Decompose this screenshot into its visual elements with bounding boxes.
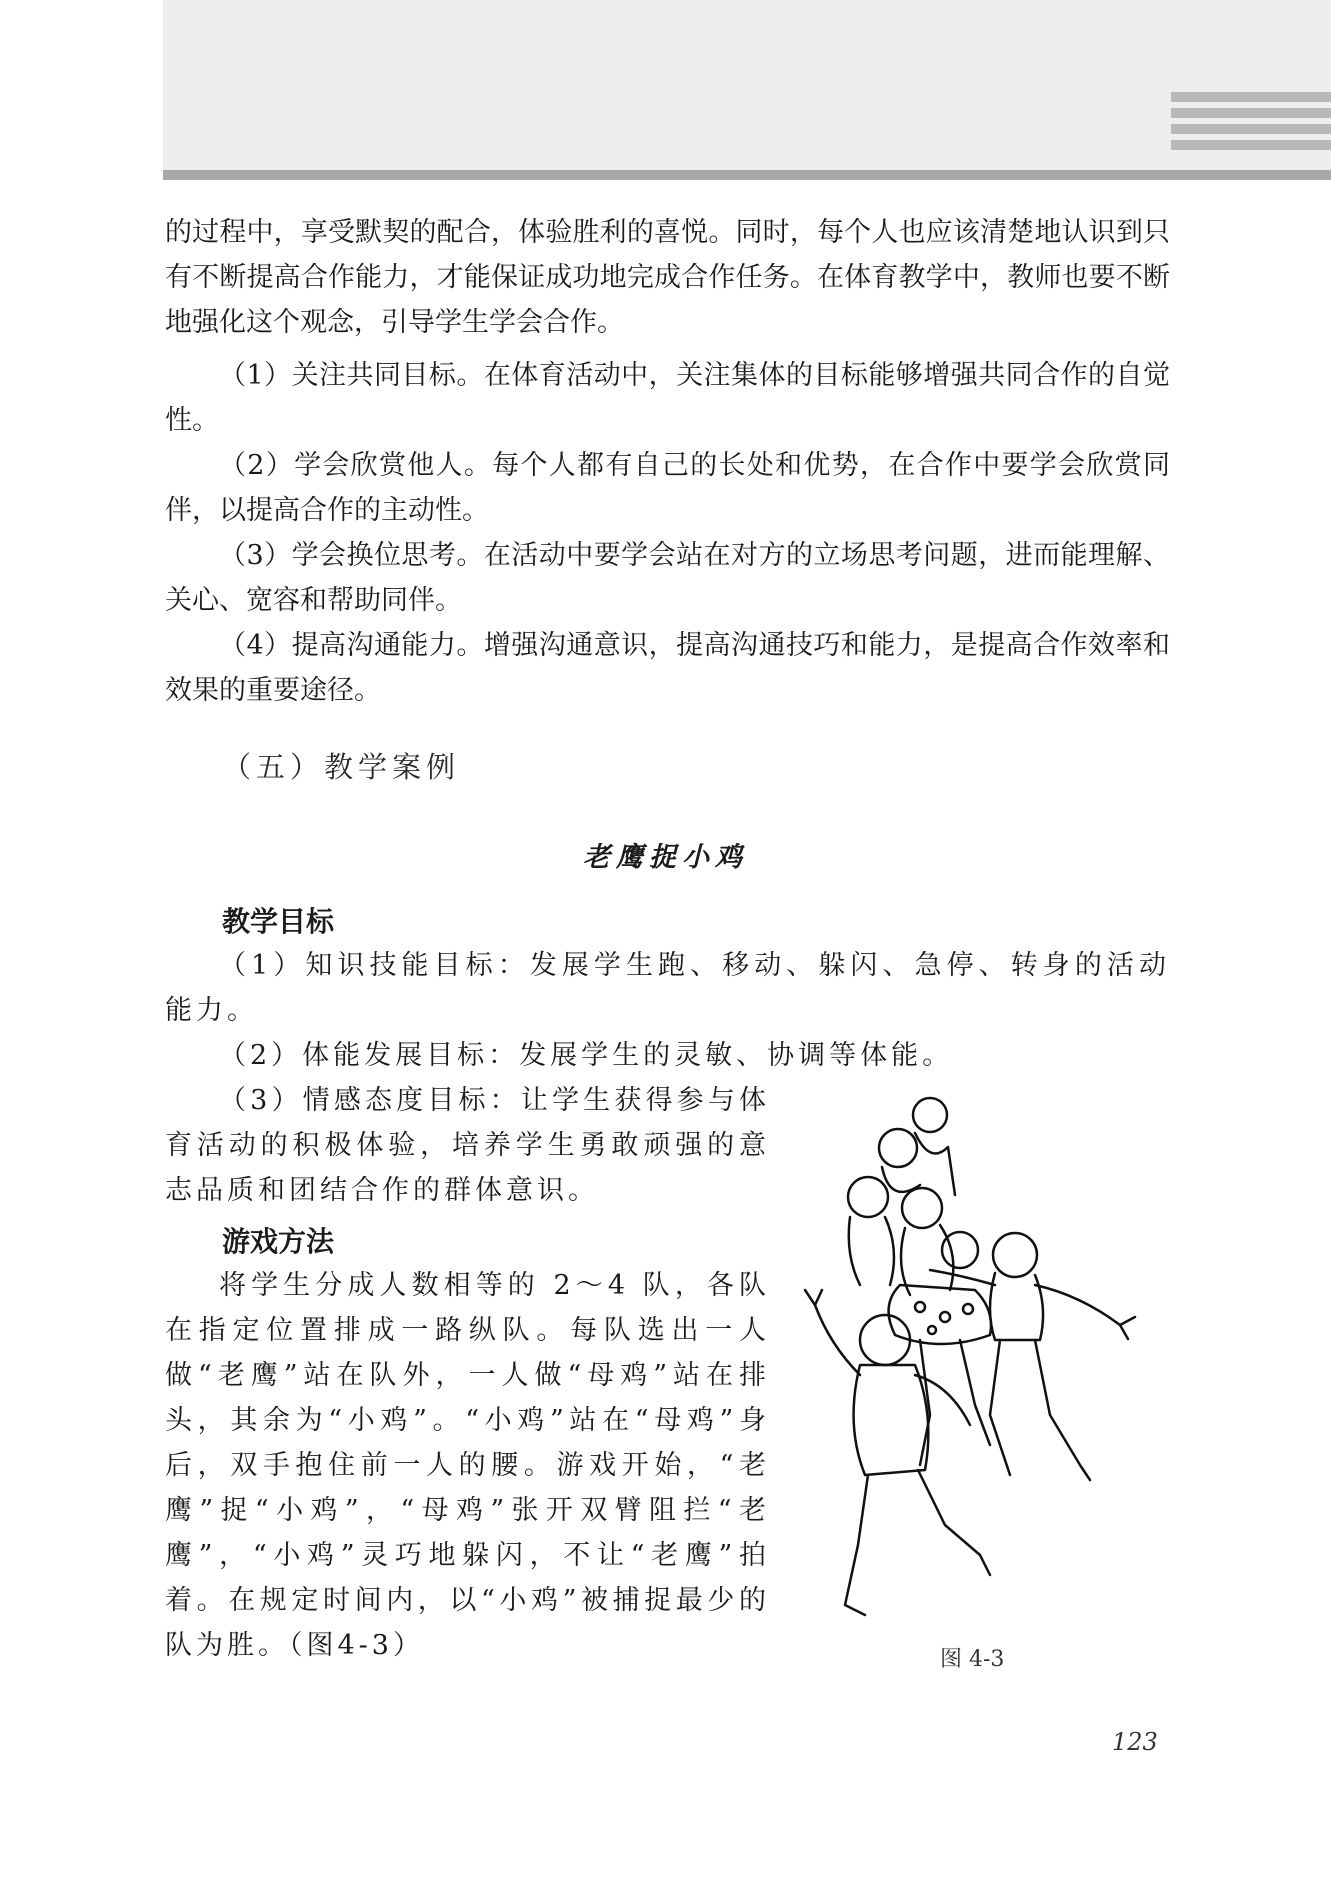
point-4-paragraph: （4）提高沟通能力。增强沟通意识，提高沟通技巧和能力，是提高合作效率和效果的重要途径。 [165, 630, 1170, 706]
section-heading: （五）教学案例 [222, 750, 461, 784]
point-3-paragraph: （3）学会换位思考。在活动中要学会站在对方的立场思考问题，进而能理解、关心、宽容和帮助同伴。 [165, 540, 1170, 616]
child-head [902, 1188, 942, 1228]
intro-paragraph: 的过程中，享受默契的配合，体验胜利的喜悦。同时，每个人也应该清楚地认识到只有不断提高合作能力，才能保证成功地完成合作任务。在体育教学中，教师也要不断地强化这个观念，引导学生学会合作。 [165, 217, 1170, 338]
child-head [913, 1098, 947, 1132]
eagle-catches-chicks-illustration [790, 1085, 1150, 1625]
header-stripes-decoration [1171, 92, 1331, 162]
child-head [879, 1129, 917, 1167]
hen-head [993, 1233, 1037, 1277]
child-head [848, 1177, 888, 1217]
game-method-heading: 游戏方法 [222, 1225, 335, 1258]
teaching-goals-heading: 教学目标 [222, 905, 335, 938]
game-method-paragraph: 将学生分成人数相等的 2～4 队，各队在指定位置排成一路纵队。每队选出一人做“老鹰”站在队外，一人做“母鸡”站在排头，其余为“小鸡”。“小鸡”站在“母鸡”身后，双手抱住前一人的腰。游戏开始，“老鹰”捉“小鸡”，“母鸡”张开双臂阻拦“老鹰”，“小鸡”灵巧地躲闪，不让“老鹰”拍着。在规定时间内，以“小鸡”被捕捉最少的队为胜。（图4-3） [165, 1270, 770, 1661]
eagle-head [860, 1315, 910, 1365]
page-header-rule [163, 170, 1331, 180]
point-1-paragraph: （1）关注共同目标。在体育活动中，关注集体的目标能够增强共同合作的自觉性。 [165, 360, 1170, 436]
point-2-paragraph: （2）学会欣赏他人。每个人都有自己的长处和优势，在合作中要学会欣赏同伴，以提高合作的主动性。 [165, 450, 1170, 526]
page-number: 123 [1112, 1728, 1158, 1756]
goal-2-paragraph: （2）体能发展目标：发展学生的灵敏、协调等体能。 [219, 1040, 954, 1071]
goal-3-paragraph: （3）情感态度目标：让学生获得参与体育活动的积极体验，培养学生勇敢顽强的意志品质和团结合作的群体意识。 [165, 1085, 770, 1206]
goal-1-paragraph: （1）知识技能目标：发展学生跑、移动、躲闪、急停、转身的活动能力。 [165, 950, 1170, 1026]
case-title: 老鹰捉小鸡 [583, 842, 748, 873]
page-header-band [163, 0, 1331, 170]
figure-caption: 图 4-3 [940, 1647, 1005, 1672]
